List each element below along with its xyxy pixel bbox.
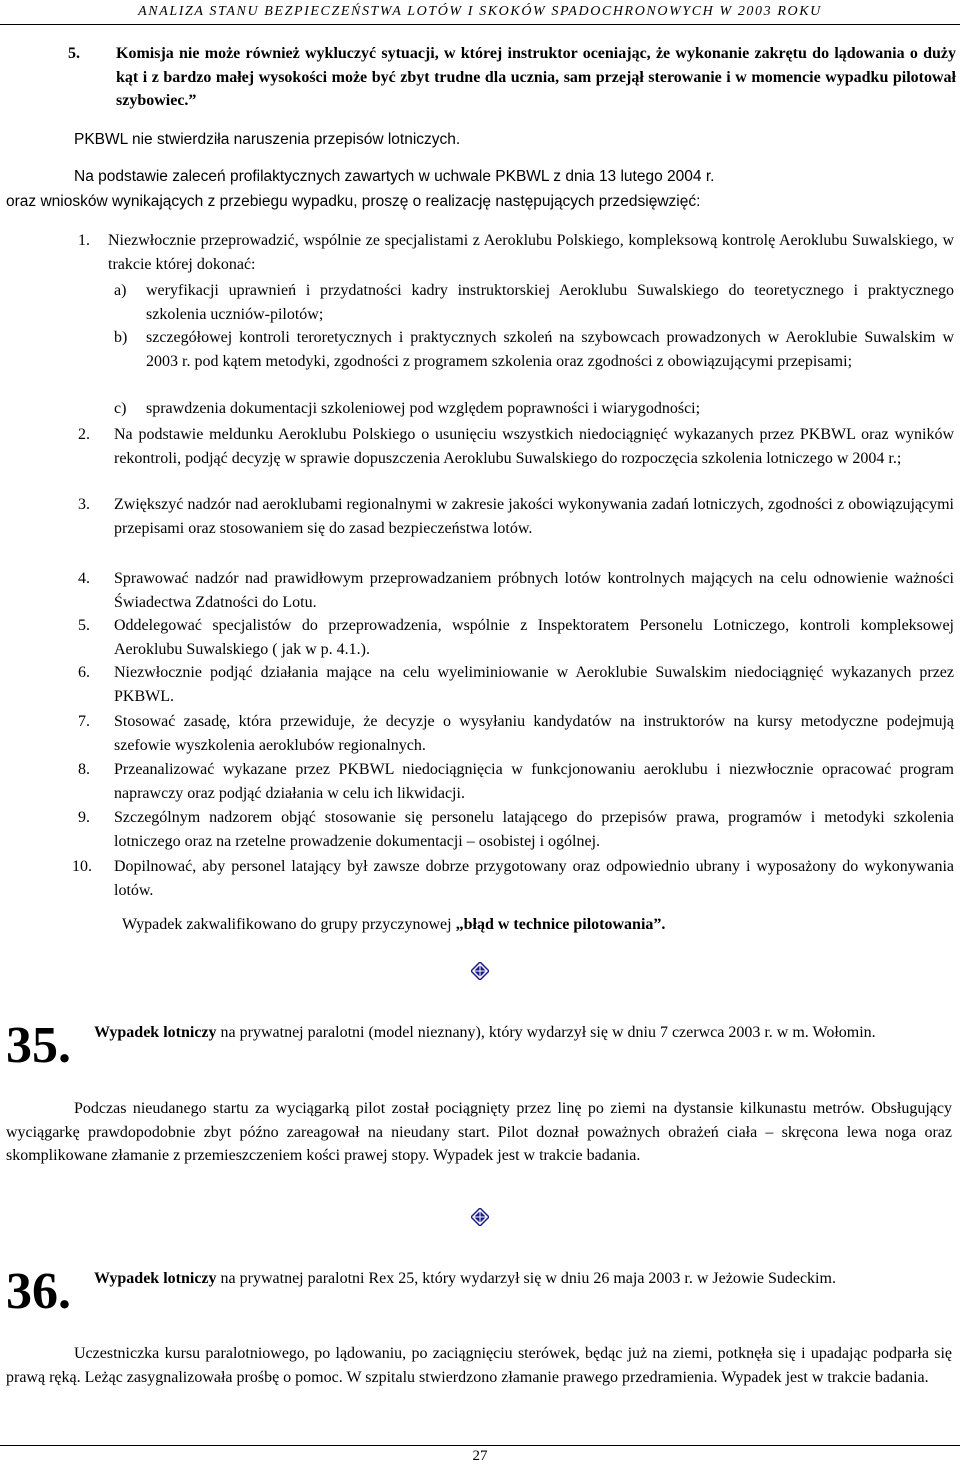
list-item-text: Szczególnym nadzorem objąć stosowanie się personelu latającego do przepisów prawa, programów i metodyki szkolenia lotniczego oraz na rzetelne prowadzenie dokumentacji – osobistej i ogólnej. — [114, 809, 954, 850]
case-lead-rest: na prywatnej paralotni (model nieznany), który wydarzył się w dniu 7 czerwca 2003 r. w m. Wołomin. — [216, 1024, 876, 1041]
list-item-text: szczegółowej kontroli teroretycznych i praktycznych szkoleń na szybowcach prowadzonych w Aeroklubie Suwalskim w 2003 r. pod kątem metodyki, zgodności z programem szkolenia oraz zgodności z obowiązującymi przepisami; — [146, 329, 954, 370]
list-item-text: Oddelegować specjalistów do przeprowadzenia, wspólnie z Inspektoratem Personelu Lotniczego, kontroli kompleksowej Aeroklubu Suwalskiego ( jak w p. 4.1.). — [114, 617, 954, 658]
case-lead-bold: Wypadek lotniczy — [94, 1270, 217, 1287]
list-item-text: Stosować zasadę, która przewiduje, że decyzje o wysyłaniu kandydatów na instruktorów na kursy metodyczne podejmują szefowie wyszkolenia aeroklubów regionalnych. — [114, 713, 954, 754]
list-item-text: sprawdzenia dokumentacji szkoleniowej pod względem poprawności i wiarygodności; — [146, 400, 701, 417]
case-lead — [94, 1267, 952, 1291]
list-item-letter: a) — [114, 282, 127, 299]
case-lead-bold: Wypadek lotniczy — [94, 1024, 217, 1041]
footer-rule — [0, 1445, 960, 1446]
list-item-number: 3. — [78, 496, 90, 513]
header-rule — [0, 24, 960, 25]
page-number: 27 — [472, 1448, 488, 1464]
list-item-number: 7. — [78, 713, 90, 730]
case-number: 35. — [6, 1017, 71, 1074]
list-item-text: Na podstawie meldunku Aeroklubu Polskiego o usunięciu wszystkich niedociągnięć wykazanych przez PKBWL oraz wyników rekontroli, podjąć decyzję w sprawie dopuszczenia Aeroklubu Suwalskiego do rozpoczęcia szkolenia lotniczego w 2004 r.; — [114, 426, 954, 467]
list-item-letter: c) — [114, 400, 127, 417]
recommendation-intro-line1: Na podstawie zaleceń profilaktycznych zawartych w uchwale PKBWL z dnia 13 lutego 2004 r. — [74, 168, 715, 185]
list-item-number: 4. — [78, 570, 90, 587]
list-item-text: weryfikacji uprawnień i przydatności kadry instruktorskiej Aeroklubu Suwalskiego do teoretycznego i praktycznego szkolenia uczniów-pilotów; — [146, 282, 954, 323]
list-item-letter: b) — [114, 329, 128, 346]
list-item-text: Niezwłocznie podjąć działania mające na celu wyeliminiowanie w Aeroklubie Suwalskim niedociągnięć wykazanych przez PKBWL. — [114, 664, 954, 705]
list-item-number: 9. — [78, 809, 90, 826]
classification — [122, 913, 942, 937]
list-item-number: 8. — [78, 761, 90, 778]
list-item-text: Dopilnować, aby personel latający był zawsze dobrze przygotowany oraz odpowiednio ubrany i wyposażony do wykonywania lotów. — [114, 858, 954, 899]
finding-number: 5. — [68, 45, 80, 62]
classification-prefix: Wypadek zakwalifikowano do grupy przyczynowej — [122, 916, 456, 933]
list-item-number: 1. — [78, 232, 90, 249]
case-body: Podczas nieudanego startu za wyciągarką pilot został pociągnięty przez linę po ziemi na dystansie kilkunastu metrów. Obsługujący wyciągarkę prawdopodobnie zbyt późno zareagował na nieudany start. Pilot doznał poważnych obrażeń ciała – skręcona lewa noga oraz skomplikowane złamanie z przemieszczeniem kości prawej stopy. Wypadek jest w trakcie badania. — [6, 1100, 952, 1164]
diamond-ornament-icon — [471, 1208, 489, 1226]
list-item-number: 10. — [72, 858, 92, 875]
list-item-text: Zwiększyć nadzór nad aeroklubami regionalnymi w zakresie jakości wykonywania zadań lotniczych, zgodności z obowiązującymi przepisami oraz stosowaniem się do zasad bezpieczeństwa lotów. — [114, 496, 954, 537]
list-item-text: Sprawować nadzór nad prawidłowym przeprowadzaniem próbnych lotów kontrolnych mających na celu odnowienie ważności Świadectwa Zdatności do Lotu. — [114, 570, 954, 611]
list-item-number: 2. — [78, 426, 90, 443]
classification-category: „błąd w technice pilotowania”. — [455, 916, 666, 933]
list-item-text: Przeanalizować wykazane przez PKBWL niedociągnięcia w funkcjonowaniu aeroklubu i niezwłocznie opracować program naprawczy oraz podjąć działania w celu ich likwidacji. — [114, 761, 954, 802]
case-lead — [94, 1021, 952, 1045]
case-lead-rest: na prywatnej paralotni Rex 25, który wydarzył się w dniu 26 maja 2003 r. w Jeżowie Sudeckim. — [216, 1270, 836, 1287]
finding-item-5 — [60, 42, 956, 113]
diamond-ornament-icon — [471, 962, 489, 980]
list-item-number: 6. — [78, 664, 90, 681]
recommendation-intro-line2: oraz wniosków wynikających z przebiegu wypadku, proszę o realizację następujących przedsięwzięć: — [6, 193, 701, 210]
list-item-text: Niezwłocznie przeprowadzić, wspólnie ze specjalistami z Aeroklubu Polskiego, kompleksową kontrolę Aeroklubu Suwalskiego, w trakcie której dokonać: — [108, 232, 954, 273]
running-header: ANALIZA STANU BEZPIECZEŃSTWA LOTÓW I SKOKÓW SPADOCHRONOWYCH W 2003 ROKU — [138, 4, 822, 19]
case-number: 36. — [6, 1263, 71, 1320]
list-item-number: 5. — [78, 617, 90, 634]
pkbwl-note: PKBWL nie stwierdziła naruszenia przepisów lotniczych. — [74, 131, 461, 148]
case-body: Uczestniczka kursu paralotniowego, po lądowaniu, po zaciągnięciu sterówek, będąc już na ziemi, potknęła się i upadając podparła się prawą ręką. Leżąc zasygnalizowała prośbę o pomoc. W szpitalu stwierdzono złamanie prawego przedramienia. Wypadek jest w trakcie badania. — [6, 1345, 952, 1386]
finding-text: Komisja nie może również wykluczyć sytuacji, w której instruktor oceniając, że wykonanie zakrętu do lądowania o duży kąt i z bardzo małej wysokości może być zbyt trudne dla ucznia, sam przejął sterowanie i w momencie wypadku pilotował szybowiec.” — [116, 45, 956, 109]
